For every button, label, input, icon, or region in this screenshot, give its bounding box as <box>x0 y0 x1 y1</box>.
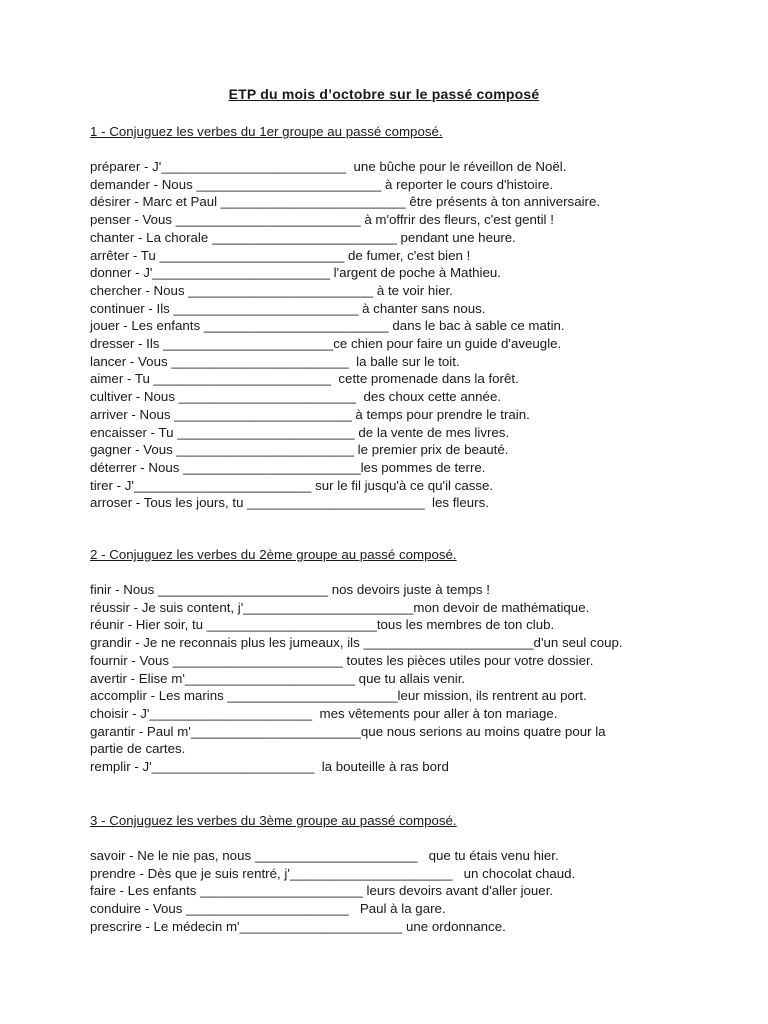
section-1st-group <box>90 123 730 512</box>
exercise-sentence: préparer - J'_________________________ une bûche pour le réveillon de Noël. <box>90 159 567 174</box>
exercise-sentence: garantir - Paul m'_______________________que nous serions au moins quatre pour la partie de cartes. <box>90 723 606 757</box>
exercise-sentence: arroser - Tous les jours, tu ________________________ les fleurs. <box>90 495 489 511</box>
exercise-sentence: réussir - Je suis content, j'_______________________mon devoir de mathématique. <box>90 599 590 615</box>
exercise-sentence: conduire - Vous ______________________ Paul à la gare. <box>90 901 446 917</box>
exercise-sentence: continuer - Ils _________________________ à chanter sans nous. <box>90 300 486 316</box>
exercise-sentence: avertir - Elise m'_______________________ que tu allais venir. <box>90 670 466 686</box>
exercise-sentence: remplir - J'______________________ la bouteille à ras bord <box>90 759 449 775</box>
exercise-sentence: grandir - Je ne reconnais plus les jumeaux, ils _______________________d'un seul coup. <box>90 635 623 651</box>
exercise-sentence: prendre - Dès que je suis rentré, j'______________________ un chocolat chaud. <box>90 865 576 881</box>
section-2nd-group <box>90 546 730 776</box>
exercise-sentence: cultiver - Nous ________________________ des choux cette année. <box>90 389 502 405</box>
section-heading: 2 - Conjuguez les verbes du 2ème groupe au passé composé. <box>90 547 457 562</box>
exercise-sentence: arrêter - Tu _________________________ de fumer, c'est bien ! <box>90 247 471 263</box>
exercise-sentence: encaisser - Tu ________________________ de la vente de mes livres. <box>90 424 510 440</box>
exercise-sentence: lancer - Vous ________________________ la balle sur le toit. <box>90 353 460 369</box>
exercise-sentence: fournir - Vous _______________________ toutes les pièces utiles pour votre dossier. <box>90 652 594 668</box>
exercise-sentence: penser - Vous _________________________ à m'offrir des fleurs, c'est gentil ! <box>90 212 554 228</box>
exercise-list <box>90 847 730 936</box>
exercise-sentence: gagner - Vous ________________________ le premier prix de beauté. <box>90 442 509 458</box>
exercise-sentence: accomplir - Les marins _______________________leur mission, ils rentrent au port. <box>90 688 587 704</box>
exercise-sentence: prescrire - Le médecin m'______________________ une ordonnance. <box>90 918 506 934</box>
exercise-sentence: chercher - Nous _________________________ à te voir hier. <box>90 282 453 298</box>
section-heading: 3 - Conjuguez les verbes du 3ème groupe au passé composé. <box>90 813 457 828</box>
exercise-sentence: tirer - J'________________________ sur le fil jusqu'à ce qu'il casse. <box>90 477 494 493</box>
exercise-sentence: déterrer - Nous ________________________les pommes de terre. <box>90 459 486 475</box>
exercise-sentence: dresser - Ils _______________________ce chien pour faire un guide d'aveugle. <box>90 336 562 352</box>
section-3rd-group <box>90 812 730 936</box>
exercise-sentence: chanter - La chorale _________________________ pendant une heure. <box>90 229 516 245</box>
exercise-list <box>90 581 730 776</box>
exercise-sentence: faire - Les enfants ______________________ leurs devoirs avant d'aller jouer. <box>90 883 554 899</box>
exercise-sentence: arriver - Nous ________________________ à temps pour prendre le train. <box>90 406 530 422</box>
exercise-sentence: donner - J'________________________ l'argent de poche à Mathieu. <box>90 265 501 281</box>
worksheet-title-text: ETP du mois d’octobre sur le passé composé <box>228 86 540 102</box>
exercise-sentence: jouer - Les enfants _________________________ dans le bac à sable ce matin. <box>90 318 565 334</box>
exercise-sentence: choisir - J'______________________ mes vêtements pour aller à ton mariage. <box>90 705 558 721</box>
exercise-sentence: savoir - Ne le nie pas, nous ______________________ que tu étais venu hier. <box>90 848 559 863</box>
exercise-sentence: désirer - Marc et Paul _________________________ être présents à ton anniversaire. <box>90 194 601 210</box>
exercise-sentence: réunir - Hier soir, tu _______________________tous les membres de ton club. <box>90 617 555 633</box>
exercise-sentence: demander - Nous _________________________ à reporter le cours d'histoire. <box>90 176 554 192</box>
exercise-sentence: finir - Nous _______________________ nos devoirs juste à temps ! <box>90 582 490 597</box>
exercise-sentence: aimer - Tu ________________________ cette promenade dans la forêt. <box>90 371 519 387</box>
section-heading: 1 - Conjuguez les verbes du 1er groupe au passé composé. <box>90 124 443 139</box>
exercise-list <box>90 158 730 512</box>
worksheet-title <box>0 86 768 102</box>
